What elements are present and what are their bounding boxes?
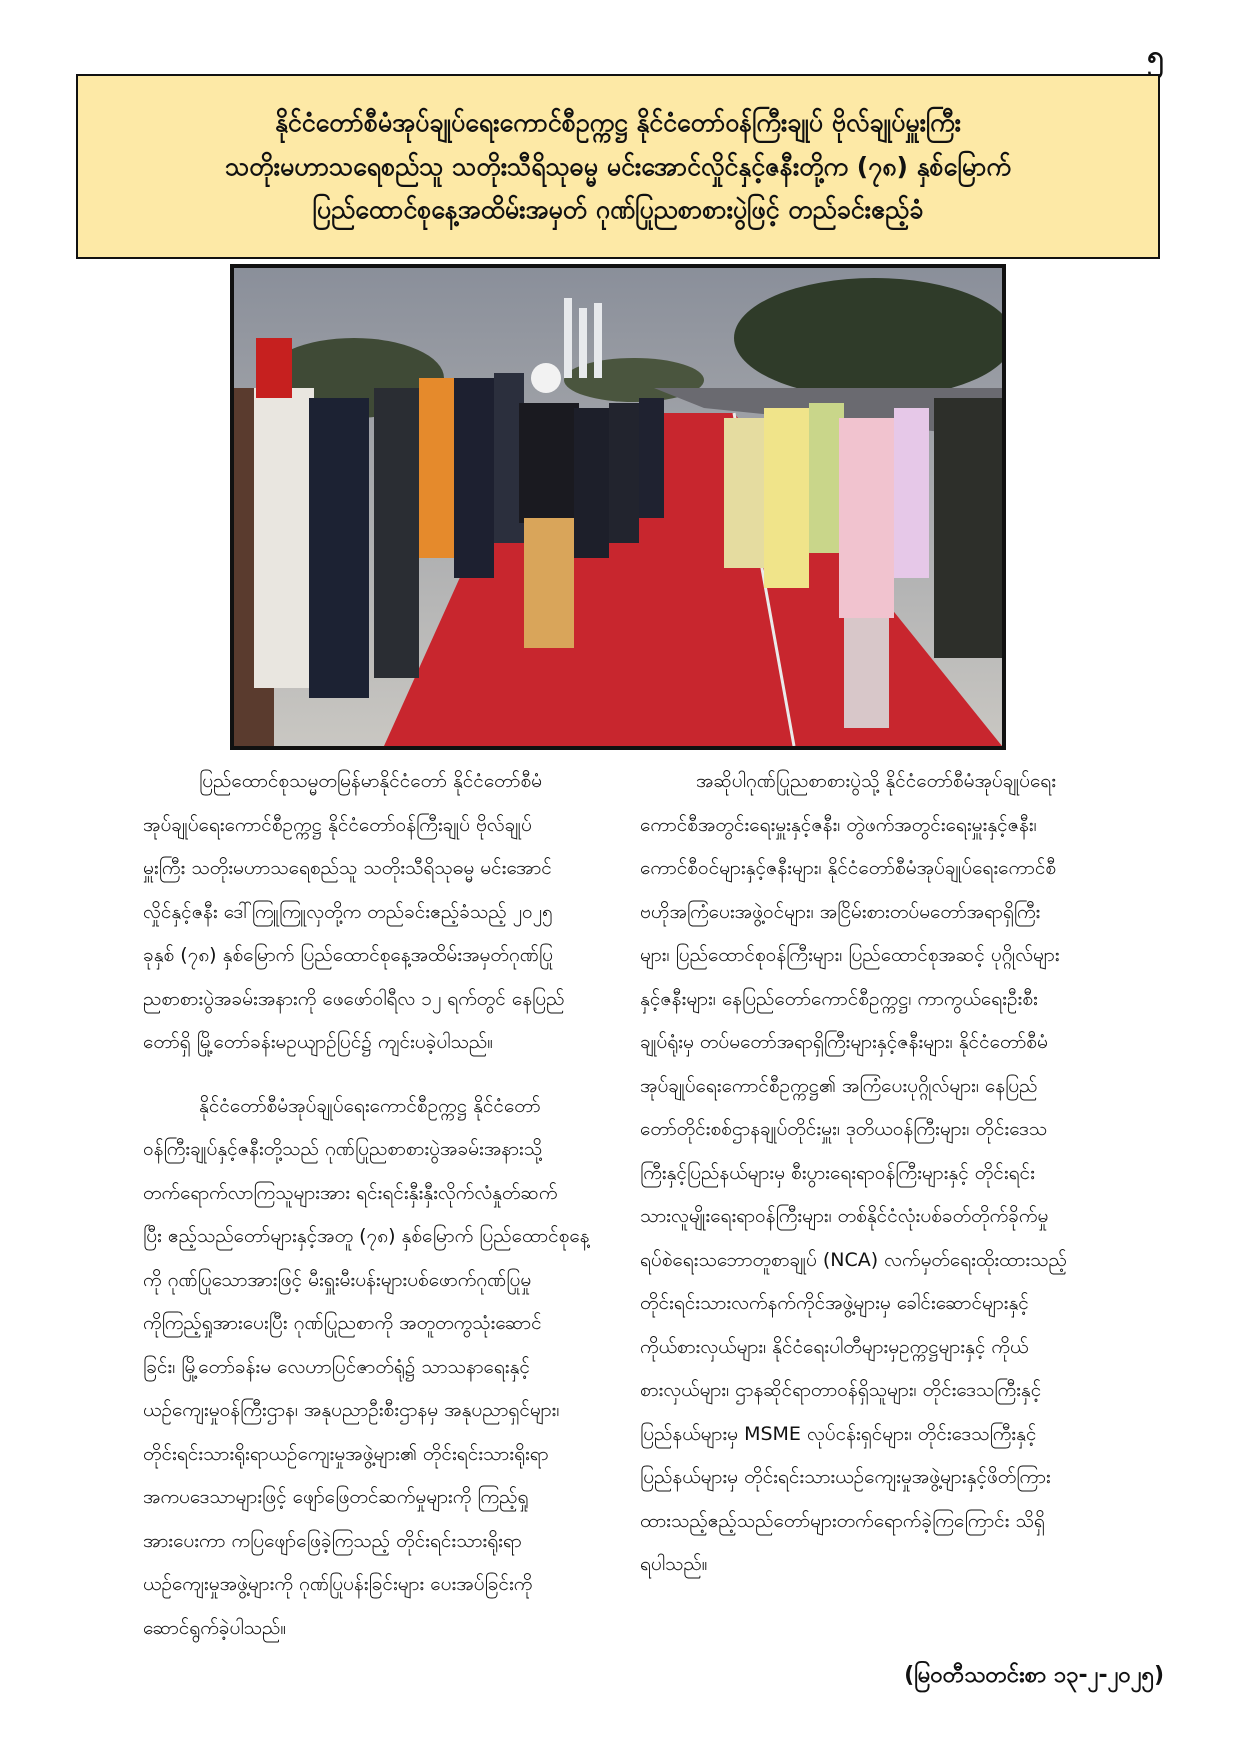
paragraph-line: ကြီးနှင့်ပြည်နယ်များမှ စီးပွားရေးရာဝန်ကြီးများနှင့် တိုင်းရင်း	[640, 1161, 1035, 1184]
paragraph-line: ညစာစားပွဲအခမ်းအနားကို ဖေဖော်ဝါရီလ ၁၂ ရက်တွင် နေပြည်	[143, 987, 565, 1010]
paragraph-line: ယဉ်ကျေးမှုအဖွဲ့များကို ဂုဏ်ပြုပန်းခြင်းများ ပေးအပ်ခြင်းကို	[143, 1573, 533, 1595]
paragraph-line: တက်ရောက်လာကြသူများအား ရင်းရင်းနှီးနှီးလိုက်လံနှုတ်ဆက်	[143, 1181, 558, 1204]
paragraph-line: လှိုင်နှင့်ဇနီး ဒေါ်ကြူကြူလှတို့က တည်ခင်းဧည့်ခံသည့် ၂၀၂၅	[143, 900, 553, 923]
paragraph-line: နိုင်ငံတော်စီမံအုပ်ချုပ်ရေးကောင်စီဥက္ကဋ္ဌ နိုင်ငံတော်	[199, 1094, 541, 1117]
headline-line-3: ပြည်ထောင်စုနေ့အထိမ်းအမှတ် ဂုဏ်ပြုညစာစားပွဲဖြင့် တည်ခင်းဧည့်ခံ	[312, 195, 924, 225]
paragraph-line: အုပ်ချုပ်ရေးကောင်စီဥက္ကဋ္ဌ နိုင်ငံတော်ဝန်ကြီးချုပ် ဗိုလ်ချုပ်	[143, 813, 532, 836]
paragraph-line: ပြည်ထောင်စုသမ္မတမြန်မာနိုင်ငံတော် နိုင်ငံတော်စီမံ	[199, 770, 543, 792]
paragraph-line: တိုင်းရင်းသားရိုးရာယဉ်ကျေးမှုအဖွဲ့များ၏ တိုင်းရင်းသားရိုးရာ	[143, 1442, 549, 1465]
paragraph-line: ဆောင်ရွက်ခဲ့ပါသည်။	[143, 1616, 287, 1639]
paragraph-line: ရပါသည်။	[640, 1553, 708, 1575]
paragraph-line: တော်ရှိ မြို့တော်ခန်းမဥယျာဉ်ပြင်၌ ကျင်းပခဲ့ပါသည်။	[143, 1031, 493, 1053]
paragraph-line: သားလူမျိုးရေးရာဝန်ကြီးများ၊ တစ်နိုင်ငံလုံးပစ်ခတ်တိုက်ခိုက်မှု	[640, 1205, 1049, 1227]
paragraph-line: ထားသည့်ဧည့်သည်တော်များတက်ရောက်ခဲ့ကြကြောင်း သိရှိ	[640, 1509, 1045, 1532]
paragraph-line: ချုပ်ရုံးမှ တပ်မတော်အရာရှိကြီးများနှင့်ဇနီးများ၊ နိုင်ငံတော်စီမံ	[640, 1031, 1048, 1053]
article-column-left	[143, 760, 613, 1650]
paragraph-line: ပြည်နယ်များမှ တိုင်းရင်းသားယဉ်ကျေးမှုအဖွဲ့များနှင့်ဖိတ်ကြား	[640, 1466, 1051, 1488]
paragraph-line: ခုနှစ် (၇၈) နှစ်မြောက် ပြည်ထောင်စုနေ့အထိမ်းအမှတ်ဂုဏ်ပြု	[143, 944, 553, 966]
paragraph-line: စားလှယ်များ၊ ဌာနဆိုင်ရာတာဝန်ရှိသူများ၊ တိုင်းဒေသကြီးနှင့်	[640, 1379, 1042, 1401]
paragraph-line: တိုင်းရင်းသားလက်နက်ကိုင်အဖွဲ့များမှ ခေါင်းဆောင်များနှင့်	[640, 1292, 1029, 1314]
paragraph-line: အဆိုပါဂုဏ်ပြုညစာစားပွဲသို့ နိုင်ငံတော်စီမံအုပ်ချုပ်ရေး	[696, 770, 1057, 792]
headline-line-2: သတိုးမဟာသရေစည်သူ သတိုးသီရိသုဓမ္မ မင်းအောင်လှိုင်နှင့်ဇနီးတို့က (၇၈) နှစ်မြောက်	[225, 151, 1011, 181]
paragraph-line: ဗဟိုအကြံပေးအဖွဲ့ဝင်များ၊ အငြိမ်းစားတပ်မတော်အရာရှိကြီး	[640, 900, 1041, 923]
headline-line-1: နိုင်ငံတော်စီမံအုပ်ချုပ်ရေးကောင်စီဥက္ကဋ္ဌ နိုင်ငံတော်ဝန်ကြီးချုပ် ဗိုလ်ချုပ်မှူးကြီး	[274, 107, 961, 137]
paragraph-line: နှင့်ဇနီးများ၊ နေပြည်တော်ကောင်စီဥက္ကဋ္ဌ၊ ကာကွယ်ရေးဦးစီး	[640, 987, 1038, 1010]
paragraph-line: တော်တိုင်းစစ်ဌာနချုပ်တိုင်းမှူး၊ ဒုတိယဝန်ကြီးများ၊ တိုင်းဒေသ	[640, 1118, 1048, 1140]
paragraph-line: ကို ဂုဏ်ပြုသောအားဖြင့် မီးရှူးမီးပန်းများပစ်ဖောက်ဂုဏ်ပြုမှု	[143, 1268, 532, 1291]
paragraph-line: ဝန်ကြီးချုပ်နှင့်ဇနီးတို့သည် ဂုဏ်ပြုညစာစားပွဲအခမ်းအနားသို့	[143, 1138, 543, 1160]
paragraph-line: ကိုယ်စားလှယ်များ၊ နိုင်ငံရေးပါတီများမှဥက္ကဋ္ဌများနှင့် ကိုယ်	[640, 1335, 1029, 1358]
paragraph-line: အားပေးကာ ကပြဖျော်ဖြေခဲ့ကြသည့် တိုင်းရင်းသားရိုးရာ	[143, 1529, 522, 1552]
paragraph-line: ကောင်စီအတွင်းရေးမှူးနှင့်ဇနီး၊ တွဲဖက်အတွင်းရေးမှူးနှင့်ဇနီး၊	[640, 813, 1037, 836]
paragraph-line: များ၊ ပြည်ထောင်စုဝန်ကြီးများ၊ ပြည်ထောင်စုအဆင့် ပုဂ္ဂိုလ်များ	[640, 944, 1060, 966]
news-photo	[230, 264, 1006, 750]
paragraph-line: ပြည်နယ်များမှ MSME လုပ်ငန်းရှင်များ၊ တိုင်းဒေသကြီးနှင့်	[640, 1422, 1037, 1445]
paragraph-line: ကောင်စီဝင်များနှင့်ဇနီးများ၊ နိုင်ငံတော်စီမံအုပ်ချုပ်ရေးကောင်စီ	[640, 857, 1057, 879]
paragraph-line: ခြင်း၊ မြို့တော်ခန်းမ လေဟာပြင်ဇာတ်ရုံ၌ သာသနာရေးနှင့်	[143, 1355, 530, 1378]
photo-illustration	[234, 268, 1002, 746]
paragraph-line: ပြီး ဧည့်သည်တော်များနှင့်အတူ (၇၈) နှစ်မြောက် ပြည်ထောင်စုနေ့	[143, 1225, 590, 1247]
headline-box	[76, 74, 1160, 259]
source-citation: (မြဝတီသတင်းစာ ၁၃-၂-၂၀၂၅)	[904, 1663, 1164, 1688]
article-column-right	[640, 760, 1110, 1587]
paragraph-line: အကပဒေသာများဖြင့် ဖျော်ဖြေတင်ဆက်မှုများကို ကြည့်ရှု	[143, 1486, 529, 1508]
paragraph-line: ရပ်စဲရေးသဘောတူစာချုပ် (NCA) လက်မှတ်ရေးထိုးထားသည့်	[640, 1248, 1067, 1271]
paragraph-line: ယဉ်ကျေးမှုဝန်ကြီးဌာန၊ အနုပညာဦးစီးဌာနမှ အနုပညာရှင်များ၊	[143, 1399, 560, 1421]
paragraph-line: မှူးကြီး သတိုးမဟာသရေစည်သူ သတိုးသီရိသုဓမ္မ မင်းအောင်	[143, 857, 552, 879]
page-number: ၅	[1147, 39, 1164, 74]
paragraph-line: ကိုကြည့်ရှုအားပေးပြီး ဂုဏ်ပြုညစာကို အတူတကွသုံးဆောင်	[143, 1312, 542, 1334]
paragraph-line: အုပ်ချုပ်ရေးကောင်စီဥက္ကဋ္ဌ၏ အကြံပေးပုဂ္ဂိုလ်များ၊ နေပြည်	[640, 1074, 1038, 1097]
